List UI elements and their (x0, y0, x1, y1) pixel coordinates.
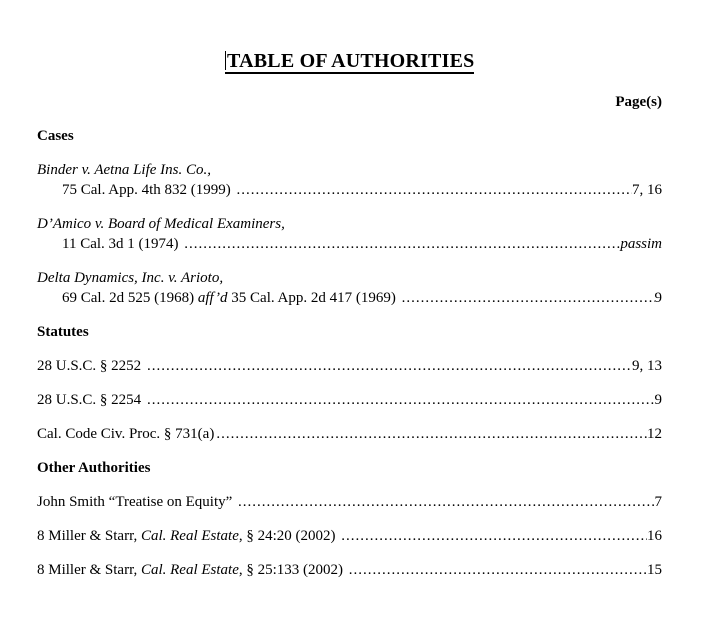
page-number: 7, 16 (632, 182, 662, 198)
toa-section (37, 458, 662, 580)
dot-leader (347, 560, 647, 580)
toa-entry (37, 424, 662, 444)
toa-entry (37, 356, 662, 376)
text-cursor (225, 51, 227, 70)
toa-section (37, 126, 662, 308)
page-number: 9 (654, 392, 662, 408)
page-number: 7 (654, 494, 662, 510)
dot-leader (214, 424, 647, 444)
toa-entry (37, 268, 662, 308)
entry-citation-row (37, 492, 662, 512)
document-title (225, 50, 475, 74)
entry-citation-row (37, 526, 662, 546)
citation-text: 75 Cal. App. 4th 832 (1999) (62, 182, 235, 198)
dot-leader (339, 526, 647, 546)
citation-text: 69 Cal. 2d 525 (1968) (62, 290, 198, 306)
entry-citation-row (37, 424, 662, 444)
page-number: 16 (647, 528, 662, 544)
dot-leader (145, 390, 655, 410)
page-column-header: Page(s) (615, 94, 662, 110)
dot-leader (235, 180, 633, 200)
section-heading: Cases (37, 128, 74, 144)
entry-citation-row (37, 390, 662, 410)
document-title-text: TABLE OF AUTHORITIES (227, 50, 475, 72)
citation-text: 28 U.S.C. § 2254 (37, 392, 145, 408)
toa-entry (37, 214, 662, 254)
entry-citation-row (37, 356, 662, 376)
citation-text: 8 Miller & Starr, (37, 528, 141, 544)
citation-text: , § 24:20 (2002) (238, 528, 340, 544)
page-number: 9, 13 (632, 358, 662, 374)
case-name: D’Amico v. Board of Medical Examiners, (37, 216, 285, 232)
entry-citation-row (37, 560, 662, 580)
toa-entry (37, 390, 662, 410)
citation-text: Cal. Real Estate (140, 528, 239, 544)
entry-citation-row (37, 180, 662, 200)
citation-text: John Smith “Treatise on Equity” (37, 494, 237, 510)
dot-leader (400, 288, 655, 308)
case-name: Binder v. Aetna Life Ins. Co., (37, 162, 212, 178)
dot-leader (145, 356, 632, 376)
citation-text: 11 Cal. 3d 1 (1974) (62, 236, 183, 252)
page-number: passim (620, 236, 662, 252)
citation-text: Cal. Code Civ. Proc. § 731(a) (37, 426, 215, 442)
dot-leader (236, 492, 654, 512)
citation-text: aff’d (197, 290, 228, 306)
toa-entry (37, 560, 662, 580)
citation-text: 8 Miller & Starr, (37, 562, 141, 578)
citation-text: 28 U.S.C. § 2252 (37, 358, 145, 374)
page-number: 9 (654, 290, 662, 306)
citation-text: 35 Cal. App. 2d 417 (1969) (227, 290, 400, 306)
entry-citation-row (37, 288, 662, 308)
section-heading: Other Authorities (37, 460, 151, 476)
toa-sections (37, 126, 662, 580)
page-number: 12 (647, 426, 662, 442)
toa-entry (37, 526, 662, 546)
citation-text: Cal. Real Estate (140, 562, 239, 578)
document-title-row (37, 50, 662, 74)
toa-entry (37, 160, 662, 200)
page-number: 15 (647, 562, 662, 578)
entry-citation-row (37, 234, 662, 254)
toa-section (37, 322, 662, 444)
citation-text: , § 25:133 (2002) (238, 562, 347, 578)
case-name: Delta Dynamics, Inc. v. Arioto, (37, 270, 224, 286)
section-heading: Statutes (37, 324, 89, 340)
dot-leader (182, 234, 620, 254)
toa-entry (37, 492, 662, 512)
